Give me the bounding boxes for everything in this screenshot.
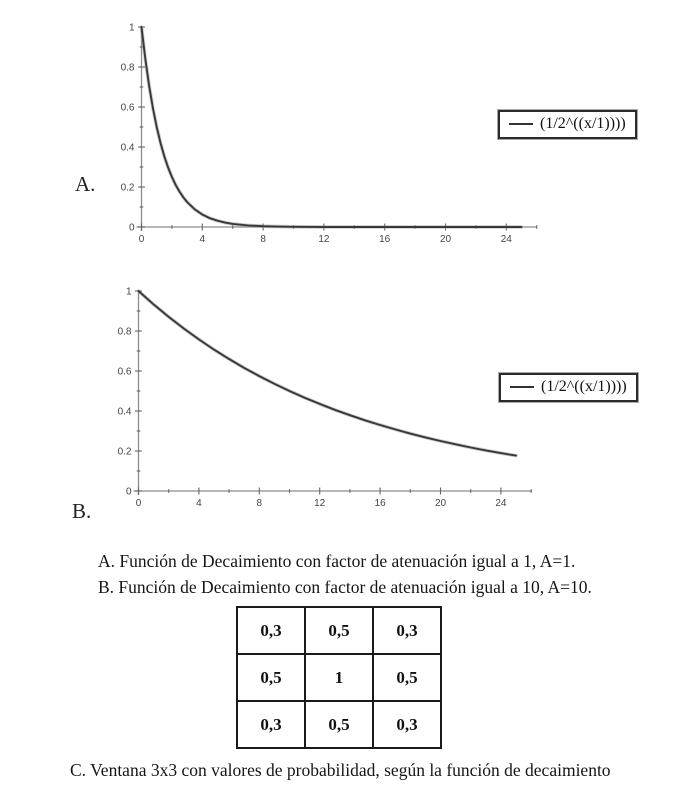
decay-curve-halo bbox=[142, 27, 522, 227]
svg-text:12: 12 bbox=[318, 234, 330, 245]
table-cell: 0,3 bbox=[237, 607, 305, 654]
table-row bbox=[237, 654, 441, 701]
decay-curve bbox=[142, 27, 522, 227]
svg-text:20: 20 bbox=[439, 234, 452, 245]
axis-ticks bbox=[138, 27, 537, 231]
caption-c: C. Ventana 3x3 con valores de probabilidad, según la función de decaimiento bbox=[70, 760, 611, 780]
table-row bbox=[237, 701, 441, 748]
svg-text:0.8: 0.8 bbox=[120, 62, 135, 74]
svg-text:0: 0 bbox=[138, 234, 145, 245]
legend-b bbox=[499, 373, 638, 402]
svg-text:0.6: 0.6 bbox=[117, 366, 132, 378]
svg-text:0: 0 bbox=[128, 222, 135, 234]
svg-text:0.2: 0.2 bbox=[117, 446, 132, 458]
svg-text:16: 16 bbox=[374, 498, 386, 509]
table-cell: 0,5 bbox=[305, 607, 373, 654]
svg-text:0.4: 0.4 bbox=[117, 406, 132, 418]
svg-text:8: 8 bbox=[260, 234, 266, 245]
svg-text:0.4: 0.4 bbox=[120, 142, 135, 154]
svg-text:24: 24 bbox=[495, 498, 507, 509]
legend-line-icon bbox=[509, 123, 533, 125]
tick-labels bbox=[118, 287, 507, 510]
table-row bbox=[237, 607, 441, 654]
svg-text:20: 20 bbox=[434, 498, 447, 509]
table-cell: 0,5 bbox=[373, 654, 441, 701]
svg-text:0.2: 0.2 bbox=[120, 182, 135, 194]
svg-text:4: 4 bbox=[199, 234, 206, 245]
svg-text:1: 1 bbox=[125, 286, 132, 298]
table-cell: 0,3 bbox=[237, 701, 305, 748]
figure-label-b: B. bbox=[72, 499, 92, 523]
svg-text:1: 1 bbox=[128, 22, 135, 34]
legend-line-icon bbox=[510, 386, 534, 388]
svg-text:24: 24 bbox=[500, 234, 512, 245]
svg-text:0: 0 bbox=[125, 486, 132, 498]
legend-a bbox=[498, 110, 637, 139]
legend-a-label: (1/2^((x/1)))) bbox=[540, 115, 626, 132]
captions-ab bbox=[98, 548, 592, 600]
caption-b: B. Función de Decaimiento con factor de atenuación igual a 10, A=10. bbox=[98, 577, 592, 597]
table-cell: 0,3 bbox=[373, 607, 441, 654]
legend-b-label: (1/2^((x/1)))) bbox=[541, 378, 627, 395]
axis-ticks bbox=[135, 291, 531, 495]
axes bbox=[134, 291, 533, 495]
svg-text:16: 16 bbox=[379, 234, 391, 245]
axes bbox=[137, 27, 538, 231]
figure-label-a: A. bbox=[75, 172, 96, 196]
caption-a: A. Función de Decaimiento con factor de atenuación igual a 1, A=1. bbox=[98, 551, 576, 571]
decay-curve bbox=[139, 291, 517, 456]
table-cell: 0,5 bbox=[305, 701, 373, 748]
table-cell: 0,5 bbox=[237, 654, 305, 701]
table-cell: 0,3 bbox=[373, 701, 441, 748]
svg-text:4: 4 bbox=[196, 498, 202, 509]
svg-text:0: 0 bbox=[135, 498, 142, 509]
table-cell: 1 bbox=[305, 654, 373, 701]
svg-text:12: 12 bbox=[314, 498, 326, 509]
svg-text:8: 8 bbox=[256, 498, 263, 509]
svg-text:0.6: 0.6 bbox=[120, 102, 135, 114]
probability-table bbox=[236, 606, 442, 749]
svg-text:0.8: 0.8 bbox=[117, 326, 132, 338]
decay-curve-halo bbox=[139, 291, 517, 456]
tick-labels bbox=[121, 23, 513, 246]
